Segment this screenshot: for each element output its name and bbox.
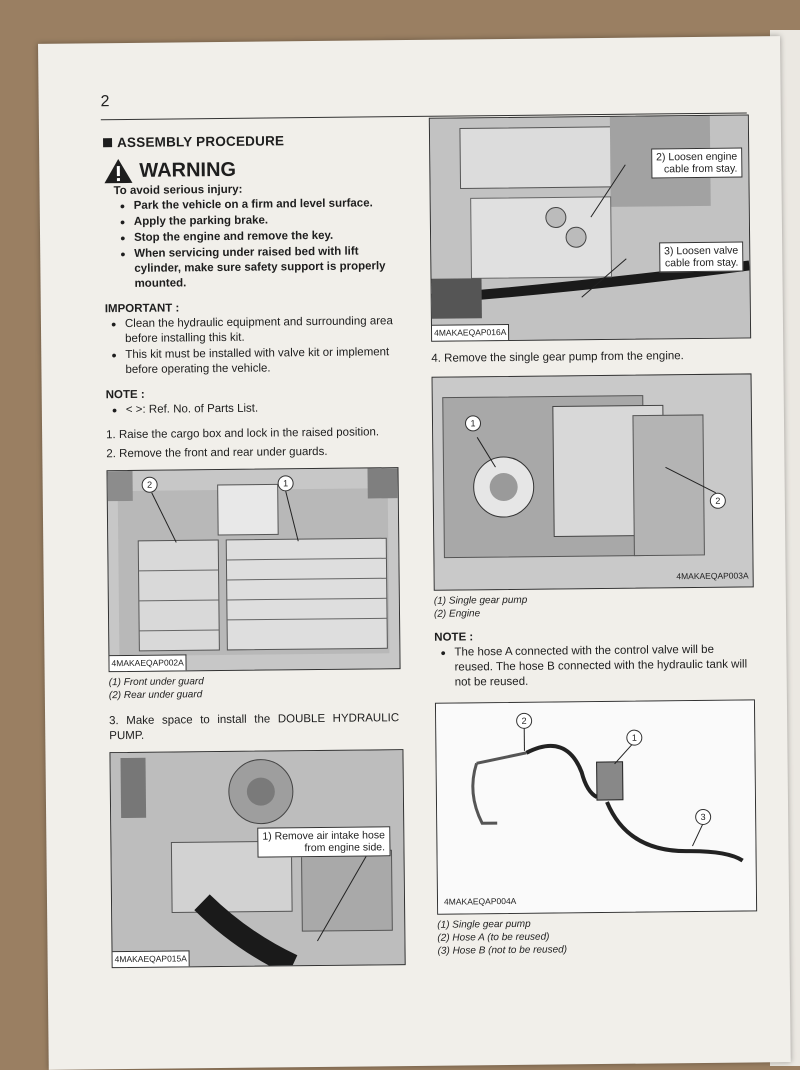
air-intake-illustration (110, 750, 404, 967)
list-item: ● < >: Ref. No. of Parts List. (126, 400, 396, 418)
list-item: ● Park the vehicle on a firm and level surface. (134, 196, 394, 214)
callout-line: 2) Loosen engine (656, 151, 737, 164)
warning-triangle-icon (103, 158, 133, 184)
warning-word: WARNING (139, 162, 236, 178)
callout-line: 3) Loosen valve (664, 245, 738, 258)
caption-2: (2) Engine (434, 604, 754, 620)
under-guards-illustration (107, 468, 399, 671)
note-heading: NOTE : (434, 627, 754, 645)
figure-gear-pump (432, 373, 754, 590)
callout-number-1: 1 (278, 475, 294, 491)
figure-id: 4MAKAEQAP015A (113, 950, 190, 967)
list-item: ● When servicing under raised bed with lift cylinder, make sure safety support is properly mounted. (134, 244, 394, 292)
caption-1: (1) Single gear pump (434, 591, 754, 607)
caption-1: (1) Front under guard (109, 673, 399, 689)
caption-1: (1) Single gear pump (437, 915, 757, 931)
callout-line-1: 1) Remove air intake hose (262, 829, 385, 842)
callout-number-2: 2 (710, 493, 726, 509)
gear-pump-illustration (433, 374, 753, 589)
figure-id: 4MAKAEQAP016A (432, 324, 509, 341)
list-item: ● Stop the engine and remove the key. (134, 228, 394, 246)
callout-box (257, 826, 390, 857)
figure-cables (429, 114, 751, 341)
figure-id: 4MAKAEQAP004A (444, 894, 516, 910)
figure-air-intake (109, 749, 405, 968)
callout-number-1: 1 (626, 730, 642, 746)
callout-box (659, 242, 743, 273)
list-item: ● Apply the parking brake. (134, 212, 394, 230)
list-item: ● The hose A connected with the control valve will be reused. The hose B connected with the hydraulic tank will not be reused. (454, 642, 754, 690)
warning-list (114, 196, 395, 292)
important-heading: IMPORTANT : (105, 299, 395, 317)
step-2: 2. Remove the front and rear under guards. (106, 444, 396, 462)
figure-under-guards (106, 467, 400, 672)
callout-line-2: from engine side. (262, 841, 385, 854)
warning-header (103, 155, 393, 184)
caption-3: (3) Hose B (not to be reused) (437, 941, 757, 957)
callout-number-3: 3 (695, 809, 711, 825)
note-heading: NOTE : (106, 385, 396, 403)
square-bullet-icon (103, 138, 112, 147)
warning-intro: To avoid serious injury: (113, 181, 393, 199)
step-3: 3. Make space to install the DOUBLE HYDRAULIC PUMP. (109, 711, 399, 744)
callout-number-2: 2 (516, 713, 532, 729)
note-list (434, 642, 754, 690)
callout-number-1: 1 (465, 415, 481, 431)
manual-page (38, 36, 791, 1070)
callout-number-2: 2 (142, 477, 158, 493)
callout-line: cable from stay. (664, 257, 738, 270)
figure-id: 4MAKAEQAP002A (109, 654, 186, 671)
section-title: ASSEMBLY PROCEDURE (103, 132, 393, 150)
callout-line: cable from stay. (656, 163, 737, 176)
page-number: 2 (101, 93, 110, 111)
caption-2: (2) Hose A (to be reused) (437, 928, 757, 944)
step-4: 4. Remove the single gear pump from the engine. (431, 348, 751, 366)
left-column (103, 132, 402, 968)
right-column (429, 114, 758, 957)
figure-hoses (435, 699, 757, 914)
list-item: ● This kit must be installed with valve kit or implement before operating the vehicle. (125, 345, 395, 378)
figure-id: 4MAKAEQAP003A (676, 568, 748, 584)
caption-2: (2) Rear under guard (109, 686, 399, 702)
important-list (105, 314, 396, 378)
note-list (106, 400, 396, 418)
hoses-illustration (436, 700, 756, 913)
callout-box (651, 148, 742, 179)
list-item: ● Clean the hydraulic equipment and surrounding area before installing this kit. (125, 314, 395, 347)
step-1: 1. Raise the cargo box and lock in the raised position. (106, 425, 396, 443)
